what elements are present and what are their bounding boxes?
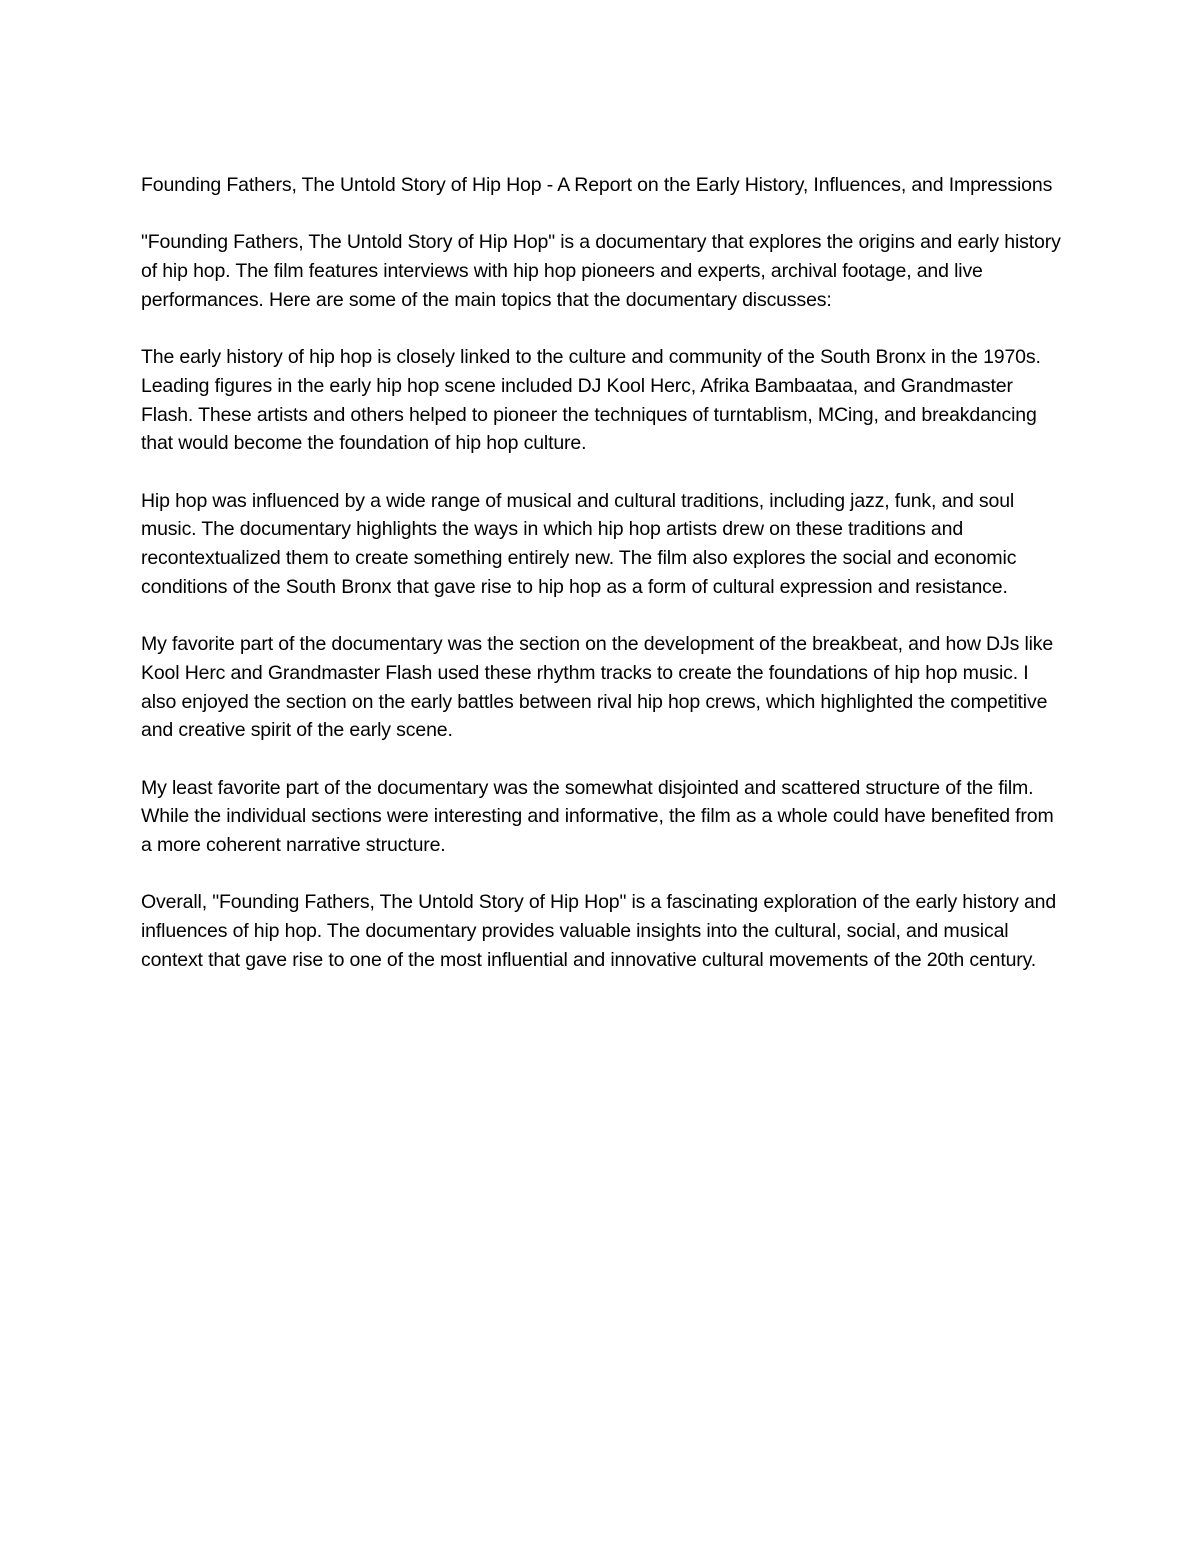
paragraph-favorite-part: My favorite part of the documentary was the section on the development of the breakbeat, and how DJs like Kool Herc and Grandmaster Flash used these rhythm tracks to create the foundations of hip hop music. I also enjoyed the section on the early battles between rival hip hop crews, which highlighted the competitive and creative spirit of the early scene. bbox=[141, 633, 1054, 742]
paragraph-influences: Hip hop was influenced by a wide range of musical and cultural traditions, including jazz, funk, and soul music. The documentary highlights the ways in which hip hop artists drew on these traditions and recontextualized them to create something entirely new. The film also explores the social and economic conditions of the South Bronx that gave rise to hip hop as a form of cultural expression and resistance. bbox=[141, 489, 1017, 598]
paragraph-least-favorite-part: My least favorite part of the documentary was the somewhat disjointed and scattered structure of the film. While the individual sections were interesting and informative, the film as a whole could have benefited from a more coherent narrative structure. bbox=[141, 776, 1054, 857]
document-body bbox=[141, 171, 1066, 1003]
paragraph-early-history: The early history of hip hop is closely linked to the culture and community of the South Bronx in the 1970s. Leading figures in the early hip hop scene included DJ Kool Herc, Afrika Bambaataa, and Grandmaster Flash. These artists and others helped to pioneer the techniques of turntablism, MCing, and breakdancing that would become the foundation of hip hop culture. bbox=[141, 346, 1041, 455]
document-title: Founding Fathers, The Untold Story of Hip Hop - A Report on the Early History, Influences, and Impressions bbox=[141, 174, 1053, 196]
paragraph-conclusion: Overall, "Founding Fathers, The Untold Story of Hip Hop" is a fascinating exploration of the early history and influences of hip hop. The documentary provides valuable insights into the cultural, social, and musical context that gave rise to one of the most influential and innovative cultural movements of the 20th century. bbox=[141, 891, 1057, 971]
paragraph-intro: "Founding Fathers, The Untold Story of Hip Hop" is a documentary that explores the origins and early history of hip hop. The film features interviews with hip hop pioneers and experts, archival footage, and live performances. Here are some of the main topics that the documentary discusses: bbox=[141, 231, 1061, 311]
